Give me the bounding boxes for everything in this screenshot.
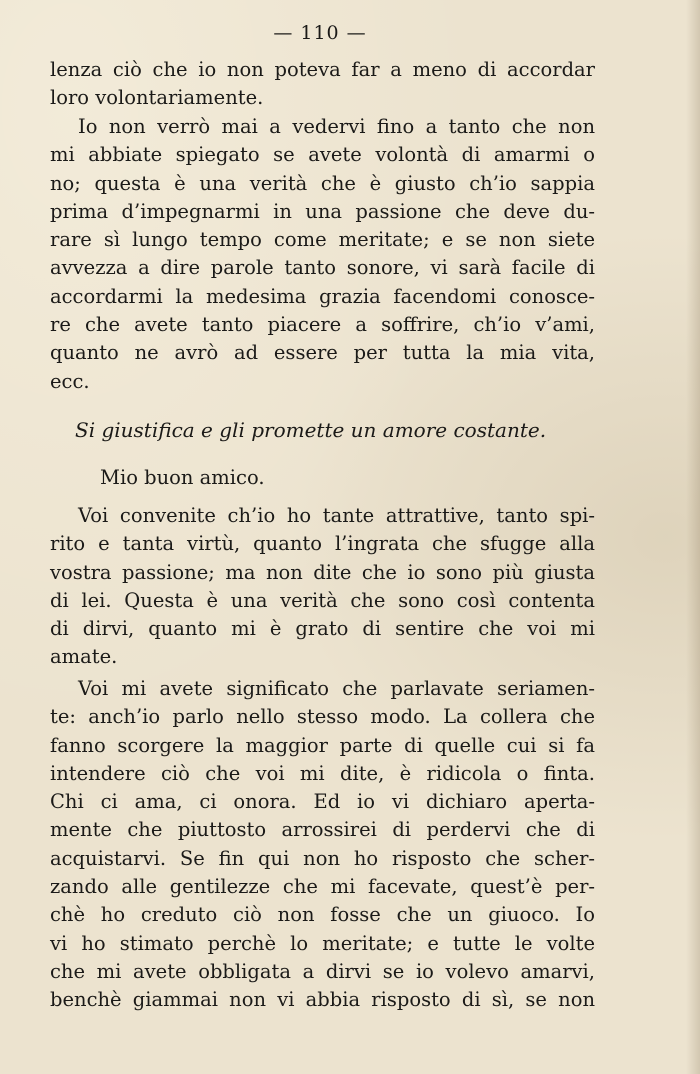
text-line: Io non verrò mai a vedervi fino a tanto che non [78,115,595,138]
text-line: mente che piuttosto arrossirei di perdervi che di [50,818,595,842]
text-line: fanno scorgere la maggior parte di quelle cui si fa [50,733,595,757]
text-line: vostra passione; ma non dite che io sono più giusta [50,560,595,584]
text-line: rare sì lungo tempo come meritate; e se non siete [50,228,595,252]
paragraph-continuation [50,56,595,113]
page-edge-shadow [686,0,700,1074]
text-line: prima d’impegnarmi in una passione che deve du- [50,199,595,223]
text-line: di dirvi, quanto mi è grato di sentire che voi mi [50,617,595,641]
text-line: re che avete tanto piacere a soffrire, ch’io v’ami, [50,313,595,337]
text-line: che mi avete obbligata a dirvi se io volevo amarvi, [50,959,595,983]
letter-salutation: Mio buon amico. [100,466,265,489]
text-line: intendere ciò che voi mi dite, è ridicola o finta. [50,761,595,785]
text-line: rito e tanta virtù, quanto l’ingrata che sfugge alla [50,532,595,556]
text-line: lenza ciò che io non poteva far a meno di accordar [50,58,595,81]
text-line: Voi mi avete significato che parlavate seriamen- [78,677,595,700]
text-line: amate. [50,645,118,669]
text-line: avvezza a dire parole tanto sonore, vi sarà facile di [50,256,595,280]
text-line: di lei. Questa è una verità che sono così contenta [50,588,595,612]
text-line: no; questa è una verità che è giusto ch’io sappia [50,171,595,195]
text-line: quanto ne avrò ad essere per tutta la mia vita, [50,341,595,365]
text-line: chè ho creduto ciò non fosse che un giuoco. Io [50,903,595,927]
text-line: benchè giammai non vi abbia risposto di sì, se non [50,988,595,1012]
text-line: Chi ci ama, ci onora. Ed io vi dichiaro aperta- [50,790,595,814]
paragraph-reply-2 [50,675,595,1015]
page-number: — 110 — [273,22,367,44]
text-line: te: anch’io parlo nello stesso modo. La collera che [50,705,595,729]
text-line: zando alle gentilezze che mi facevate, quest’è per- [50,875,595,899]
text-line: loro volontariamente. [50,86,264,110]
text-line: accordarmi la medesima grazia facendomi conosce- [50,284,595,308]
text-line: acquistarvi. Se fin qui non ho risposto che scher- [50,846,595,870]
paragraph-reply-1 [50,502,595,672]
text-line: ecc. [50,369,90,393]
paragraph-letter-end [50,113,595,396]
section-heading: Si giustifica e gli promette un amore costante. [75,418,547,442]
text-line: mi abbiate spiegato se avete volontà di amarmi o [50,143,595,167]
text-line: Voi convenite ch’io ho tante attrattive, tanto spi- [78,504,595,527]
text-line: vi ho stimato perchè lo meritate; e tutte le volte [50,931,595,955]
